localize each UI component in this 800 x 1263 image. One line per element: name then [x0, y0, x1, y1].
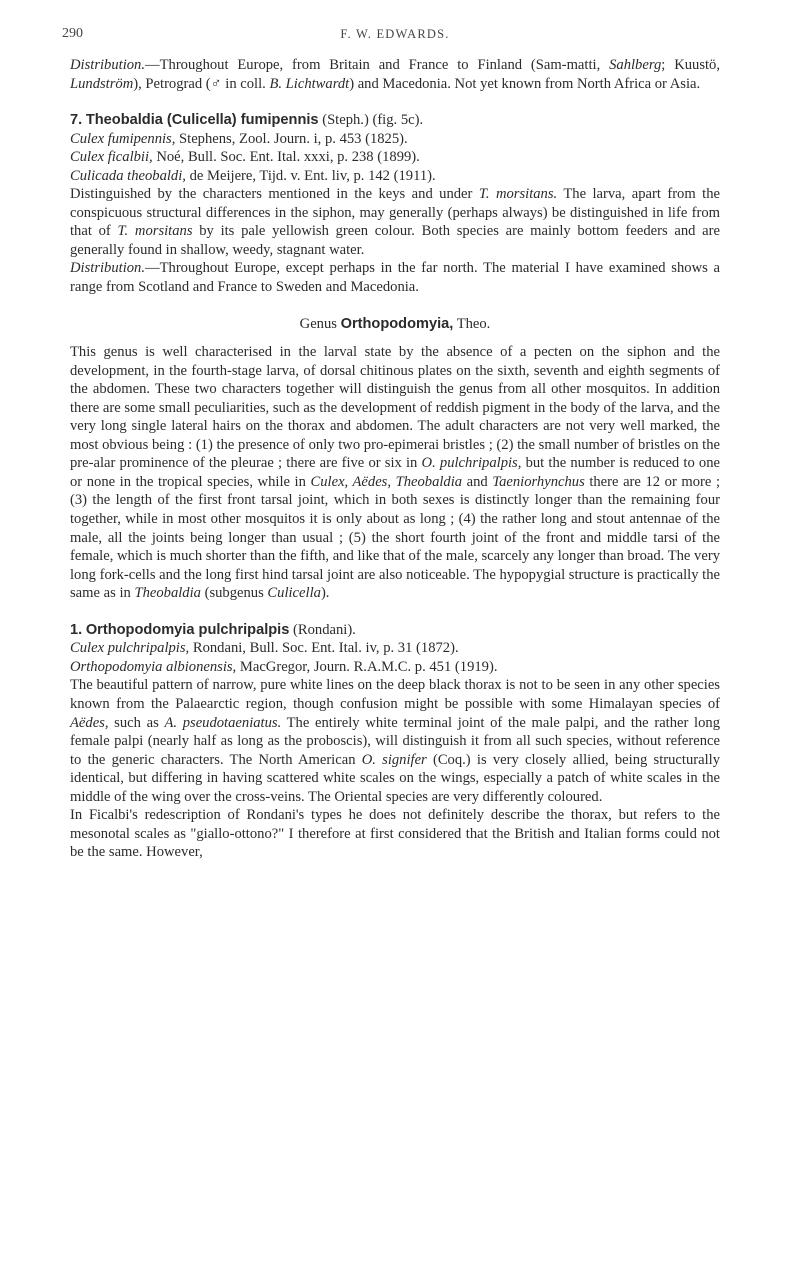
distribution-paragraph-prev: Distribution.—Throughout Europe, from Britain and France to Finland (Sam-matti, Sahlberg; Kuustö, Lundström), Petrograd (♂ in coll. B. Lichtwardt) and Macedonia. Not yet known from North Africa or Asia. [70, 57, 721, 92]
page-header [62, 20, 720, 46]
page [62, 20, 721, 862]
running-head: F. W. EDWARDS. [340, 27, 450, 41]
page-number: 290 [62, 26, 83, 41]
species-heading-fumipennis: 7. Theobaldia (Culicella) fumipennis (Steph.) (fig. 5c). [70, 112, 424, 129]
synonym-line: Culex pulchripalpis, Rondani, Bull. Soc. Ent. Ital. iv, p. 31 (1872). [70, 640, 459, 657]
synonym-line: Culicada theobaldi, de Meijere, Tijd. v. Ent. liv, p. 142 (1911). [70, 167, 436, 184]
distribution-label: Distribution. [70, 57, 146, 73]
description-paragraph: In Ficalbi's redescription of Rondani's types he does not definitely describe the thorax, but refers to the mesonotal scales as "giallo-ottono?" I therefore at first considered that the British and Italian forms could not be the same. However, [70, 807, 720, 861]
synonym-line: Culex ficalbii, Noé, Bull. Soc. Ent. Ital. xxxi, p. 238 (1899). [70, 149, 420, 166]
synonym-line: Culex fumipennis, Stephens, Zool. Journ. i, p. 453 (1825). [70, 130, 408, 147]
synonym-line: Orthopodomyia albionensis, MacGregor, Journ. R.A.M.C. p. 451 (1919). [70, 658, 498, 675]
genus-description-paragraph: This genus is well characterised in the larval state by the absence of a pecten on the siphon and the development, in the fourth-stage larva, of dorsal chitinous plates on the sixth, seventh and eighth segments of the abdomen. These two characters together will distinguish the genus from all other mosquitos. In addition there are some small peculiarities, such as the development of reddish pigment in the body of the larva, and the very long single lateral hairs on the thorax and abdomen. The adult characters are not very well marked, the most obvious being : (1) the presence of only two pro-epimerai bristles ; (2) the small number of bristles on the pre-alar prominence of the pleurae ; there are five or six in O. pulchripalpis, but the number is reduced to one or none in the tropical species, while in Culex, Aëdes, Theobaldia and Taeniorhynchus there are 12 or more ; (3) the length of the first front tarsal joint, which in both sexes is distinctly longer than the remaining four together, while in most other mosquitos it is only about as long ; (4) the rather long and stout antennae of the male, all the joints being longer than usual ; (5) the short fourth joint of the front and middle tarsi of the female, which is much shorter than the fifth, and like that of the male, scarcely any longer than broad. The very long fork-cells and the long first hind tarsal joint are also noticeable. The hypopygial structure is practically the same as in Theobaldia (subgenus Culicella). [70, 344, 721, 602]
distribution-paragraph: Distribution.—Throughout Europe, except perhaps in the far north. The material I have examined shows a range from Scotland and France to Sweden and Macedonia. [70, 260, 720, 296]
genus-heading: Genus Orthopodomyia, Theo. [299, 315, 491, 332]
description-paragraph: Distinguished by the characters mentioned in the keys and under T. morsitans. The larva, apart from the conspicuous structural differences in the siphon, may generally (perhaps always) be distinguished in life from that of T. morsitans by its pale yellowish green colour. Both species are mainly bottom feeders and are generally found in shallow, weedy, stagnant water. [70, 186, 720, 258]
species-heading-pulchripalpis: 1. Orthopodomyia pulchripalpis (Rondani). [70, 621, 356, 638]
description-paragraph: The beautiful pattern of narrow, pure white lines on the deep black thorax is not to be seen in any other species known from the Palaearctic region, though confusion might be possible with some Himalayan species of Aëdes, such as A. pseudotaeniatus. The entirely white terminal joint of the male palpi, and the rather long female palpi (nearly half as long as the proboscis), will distinguish it from all such species, without reference to the generic characters. The North American O. signifer (Coq.) is very closely allied, being structurally identical, but differing in having scattered white scales on the wings, especially a patch of white scales in the middle of the wing over the cross-veins. The Oriental species are very differently coloured. [70, 677, 720, 805]
